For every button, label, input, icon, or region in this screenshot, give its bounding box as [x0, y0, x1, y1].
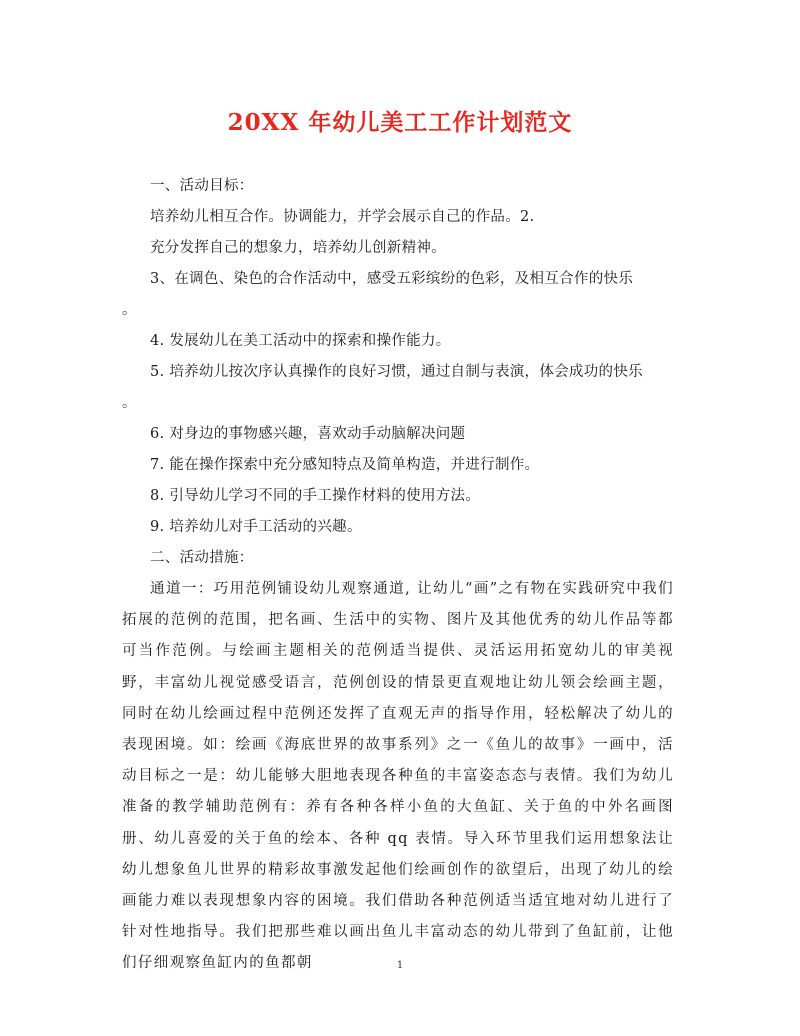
goal-line-9: 9. 培养幼儿对手工活动的兴趣。: [150, 519, 362, 535]
measures-paragraph: 通道一：巧用范例铺设幼儿观察通道, 让幼儿“画”之有物在实践研究中我们拓展的范例的范围，把名画、生活中的实物、图片及其他优秀的幼儿作品等都可当作范例。与绘画主题相关的范例适当提供、灵活运用拓宽幼儿的审美视野，丰富幼儿视觉感受语言，范例创设的情景更直观地让幼儿领会绘画主题，同时在幼儿绘画过程中范例还发挥了直观无声的指导作用，轻松解决了幼儿的表现困境。如：绘画《海底世界的故事系列》之一《鱼儿的故事》一画中，活动目标之一是：幼儿能够大胆地表现各种鱼的丰富姿态态与表情。我们为幼儿准备的教学辅助范例有：养有各种各样小鱼的大鱼缸、关于鱼的中外名画图册、幼儿喜爱的关于鱼的绘本、各种 qq 表情。导入环节里我们运用想象法让幼儿想象鱼儿世界的精彩故事激发起他们绘画创作的欲望后，出现了幼儿的绘画能力难以表现想象内容的困境。我们借助各种范例适当适宜地对幼儿进行了针对性地指导。我们把那些难以画出鱼儿丰富动态的幼儿带到了鱼缸前，让他们仔细观察鱼缸内的鱼都朝: [122, 581, 674, 972]
document-title: 20XX 年幼儿美工工作计划范文: [227, 109, 573, 136]
goal-line-2: 充分发挥自己的想象力，培养幼儿创新精神。: [150, 240, 446, 256]
section-heading-goals: 一、活动目标：: [150, 178, 254, 194]
goal-line-1: 培养幼儿相互合作。协调能力，并学会展示自己的作品。2.: [150, 209, 535, 225]
goal-line-6: 6. 对身边的事物感兴趣，喜欢动手动脑解决问题: [150, 426, 466, 442]
goal-line-8: 8. 引导幼儿学习不同的手工操作材料的使用方法。: [150, 488, 481, 504]
goal-line-5: 5. 培养幼儿按次序认真操作的良好习惯，通过自制与表演，体会成功的快乐: [150, 364, 643, 380]
goal-line-7: 7. 能在操作探索中充分感知特点及简单构造，并进行制作。: [150, 457, 540, 473]
document-body: [122, 171, 674, 980]
goal-line-5-continued: 。: [122, 395, 137, 411]
page-number: 1: [396, 960, 404, 971]
section-heading-measures: 二、活动措施：: [150, 550, 254, 566]
goal-line-3: 3、在调色、染色的合作活动中，感受五彩缤纷的色彩，及相互合作的快乐: [150, 271, 634, 287]
goal-line-3-continued: 。: [122, 302, 137, 318]
goal-line-4: 4. 发展幼儿在美工活动中的探索和操作能力。: [150, 333, 451, 349]
